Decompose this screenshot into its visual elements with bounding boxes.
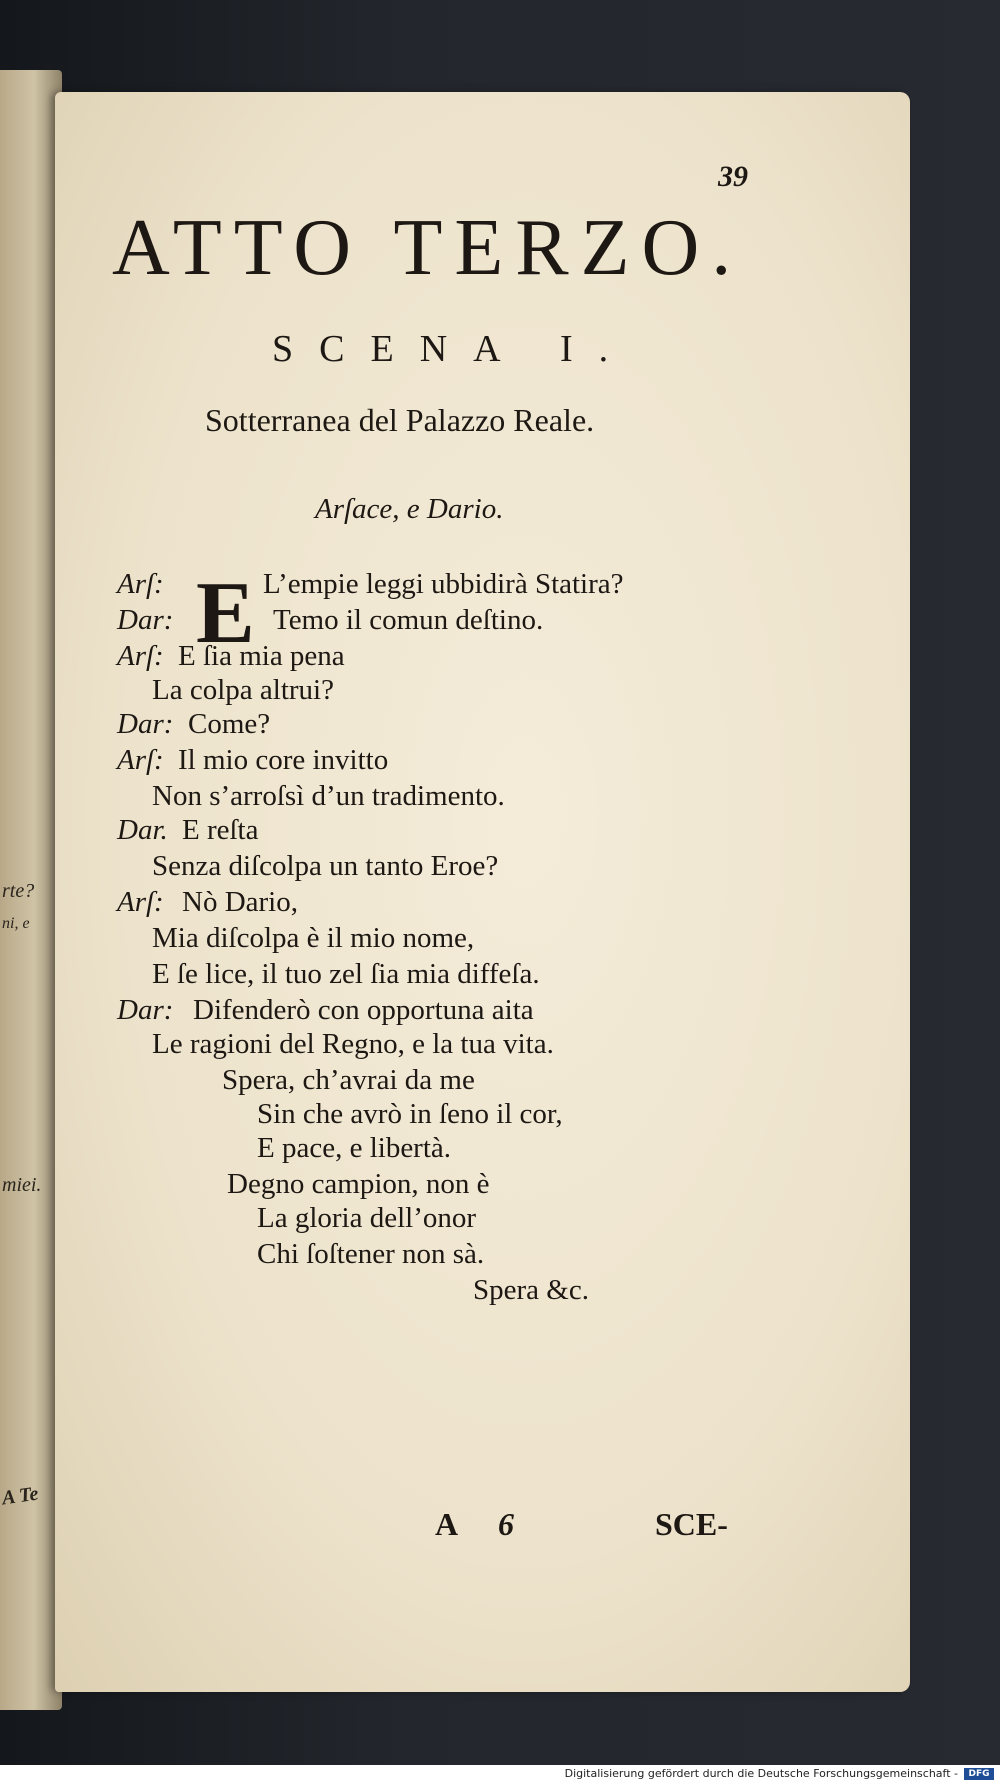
- speaker-label: Arſ:: [117, 886, 164, 918]
- page-number: 39: [718, 160, 748, 193]
- previous-page-fragment: A Te: [0, 1482, 40, 1510]
- speaker-label: Arſ:: [117, 744, 164, 776]
- dialogue-text: Nò Dario,: [182, 886, 298, 918]
- act-title: ATTO TERZO.: [112, 204, 744, 292]
- dialogue-text: Temo il comun deſtino.: [273, 604, 544, 636]
- aria-text: E pace, e libertà.: [257, 1132, 452, 1164]
- dialogue-text: Come?: [188, 708, 271, 740]
- aria-text: Degno campion, non è: [227, 1168, 490, 1200]
- dialogue-text: E ſia mia pena: [178, 640, 345, 672]
- scene-setting: Sotterranea del Palazzo Reale.: [205, 402, 595, 438]
- speaker-label: Dar:: [117, 994, 174, 1026]
- dialogue-text: Le ragioni del Regno, e la tua vita.: [152, 1028, 554, 1060]
- catchword: SCE-: [655, 1506, 728, 1542]
- signature-number: 6: [498, 1506, 514, 1542]
- characters-heading: Arſace, e Dario.: [315, 493, 504, 525]
- signature-mark: A: [435, 1506, 461, 1542]
- scene-title: SCENA I.: [272, 328, 635, 370]
- dfg-logo: DFG: [964, 1768, 994, 1780]
- digitization-footer: [0, 1765, 1000, 1783]
- dialogue-text: Non s’arroſsì d’un tradimento.: [152, 780, 505, 812]
- dialogue-text: Senza diſcolpa un tanto Eroe?: [152, 850, 499, 882]
- aria-text: Chi ſoſtener non sà.: [257, 1238, 485, 1270]
- speaker-label: Dar:: [117, 708, 174, 740]
- previous-page-edge: [0, 70, 62, 1710]
- speaker-label: Arſ:: [117, 568, 164, 600]
- aria-text: La gloria dell’onor: [257, 1202, 477, 1234]
- dialogue-text: L’empie leggi ubbidirà Statira?: [263, 568, 624, 600]
- speaker-label: Arſ:: [117, 640, 164, 672]
- drop-cap: E: [196, 565, 255, 662]
- aria-text: Sin che avrò in ſeno il cor,: [257, 1098, 563, 1130]
- dialogue-text: E ſe lice, il tuo zel ſia mia diffeſa.: [152, 958, 540, 990]
- dialogue-text: E reſta: [182, 814, 259, 846]
- dialogue-text: Il mio core invitto: [178, 744, 389, 776]
- previous-page-fragment: miei.: [2, 1174, 42, 1196]
- dialogue-text: La colpa altrui?: [152, 674, 334, 706]
- dialogue-text: Difenderò con opportuna aita: [193, 994, 534, 1026]
- dialogue-text: Mia diſcolpa è il mio nome,: [152, 922, 475, 954]
- previous-page-fragment: rte?: [2, 880, 35, 902]
- aria-text: Spera &c.: [473, 1274, 589, 1306]
- speaker-label: Dar:: [117, 604, 174, 636]
- previous-page-fragment: ni, e: [2, 915, 30, 932]
- aria-text: Spera, ch’avrai da me: [222, 1064, 475, 1096]
- footer-credit: Digitalisierung gefördert durch die Deutsche Forschungsgemeinschaft -: [564, 1767, 958, 1780]
- speaker-label: Dar.: [117, 814, 168, 846]
